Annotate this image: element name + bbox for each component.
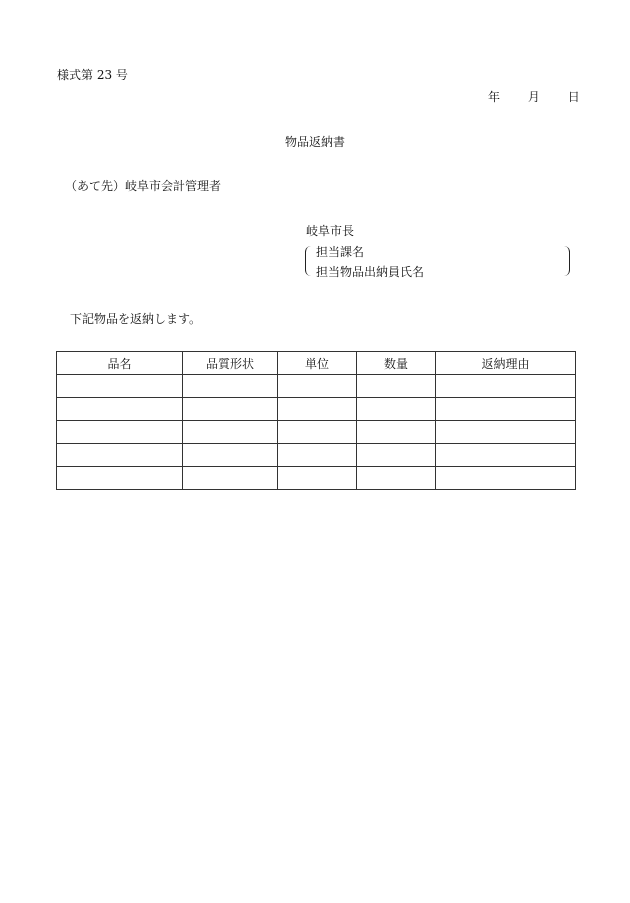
table-cell xyxy=(357,375,436,398)
date-line xyxy=(488,90,580,104)
table-cell xyxy=(357,467,436,490)
statement: 下記物品を返納します。 xyxy=(70,312,202,326)
table-cell xyxy=(57,467,183,490)
month-label: 月 xyxy=(527,90,540,104)
table-cell xyxy=(357,421,436,444)
table-cell xyxy=(183,467,278,490)
table-cell xyxy=(57,421,183,444)
table-cell xyxy=(57,444,183,467)
table-cell xyxy=(183,444,278,467)
addressee: （あて先）岐阜市会計管理者 xyxy=(65,179,222,193)
table-cell xyxy=(57,375,183,398)
department-label: 担当課名 xyxy=(316,245,365,259)
header-item-name: 品名 xyxy=(57,352,183,375)
header-unit: 単位 xyxy=(278,352,357,375)
header-return-reason: 返納理由 xyxy=(436,352,576,375)
table-cell xyxy=(436,421,576,444)
department-block xyxy=(305,243,570,279)
table-cell xyxy=(57,398,183,421)
officer-label: 担当物品出納員氏名 xyxy=(316,265,425,279)
table-cell xyxy=(278,467,357,490)
day-label: 日 xyxy=(567,90,580,104)
table-cell xyxy=(436,398,576,421)
table-row xyxy=(57,375,576,398)
table-cell xyxy=(357,444,436,467)
table-header-row xyxy=(57,352,576,375)
goods-table xyxy=(56,351,576,490)
right-bracket xyxy=(563,246,570,276)
table-cell xyxy=(278,398,357,421)
left-bracket xyxy=(305,246,312,276)
table-cell xyxy=(436,375,576,398)
form-number: 様式第 23 号 xyxy=(57,68,128,82)
document-title: 物品返納書 xyxy=(284,135,345,149)
issuer: 岐阜市長 xyxy=(306,224,355,238)
table-cell xyxy=(183,375,278,398)
table-row xyxy=(57,398,576,421)
table-cell xyxy=(278,375,357,398)
table-cell xyxy=(183,421,278,444)
table-row xyxy=(57,467,576,490)
table-cell xyxy=(278,421,357,444)
table-cell xyxy=(436,444,576,467)
header-quantity: 数量 xyxy=(357,352,436,375)
year-label: 年 xyxy=(488,90,501,104)
table-row xyxy=(57,444,576,467)
table-cell xyxy=(278,444,357,467)
table-cell xyxy=(436,467,576,490)
table-row xyxy=(57,421,576,444)
header-quality-shape: 品質形状 xyxy=(183,352,278,375)
table-cell xyxy=(357,398,436,421)
table-cell xyxy=(183,398,278,421)
